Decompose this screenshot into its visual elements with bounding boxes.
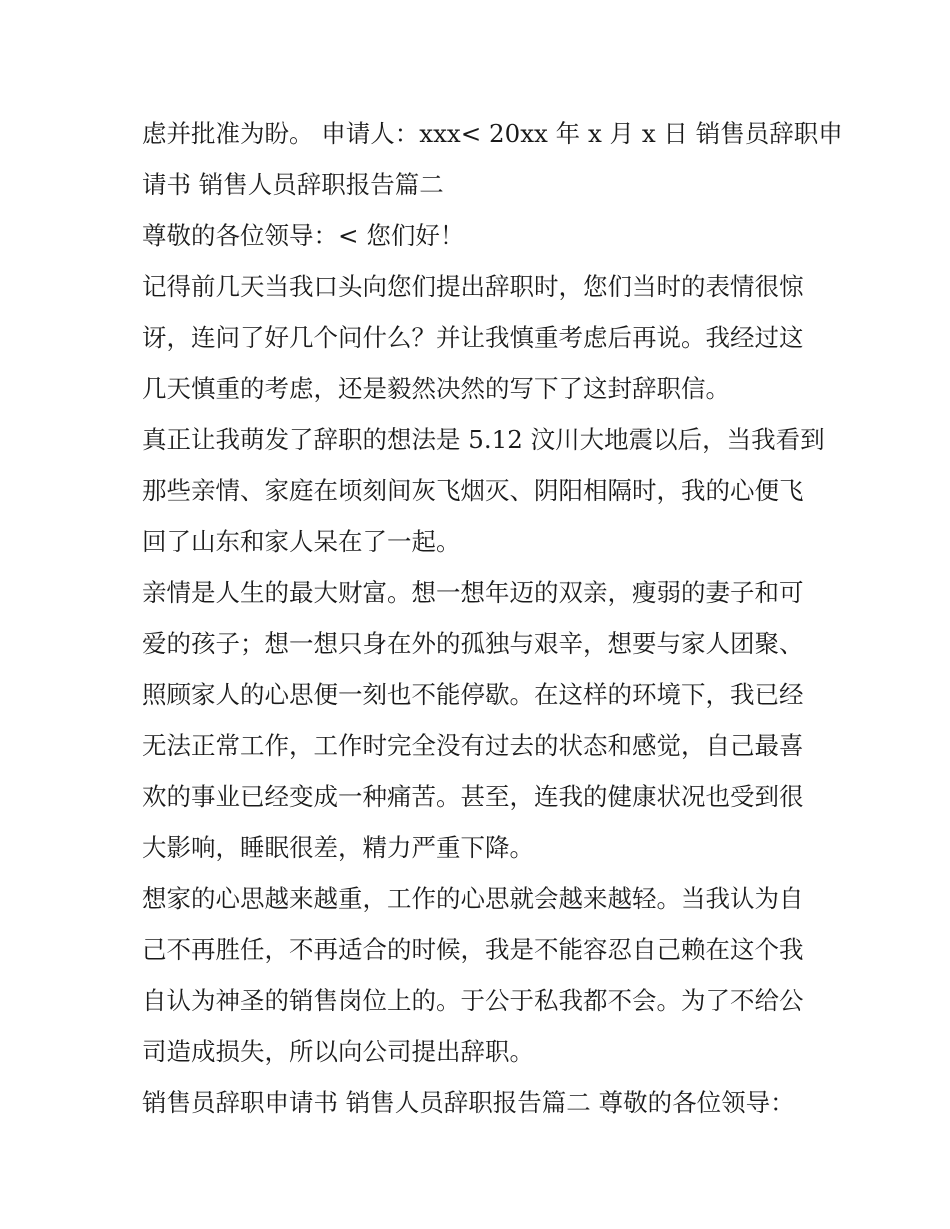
text-line: 那些亲情、家庭在顷刻间灰飞烟灭、阴阳相隔时，我的心便飞 [142,476,804,505]
text-line: 己不再胜任，不再适合的时候，我是不能容忍自己赖在这个我 [142,935,804,964]
text-line: 想家的心思越来越重，工作的心思就会越来越轻。当我认为自 [142,884,804,913]
paragraph-decision [142,873,822,1077]
text-line: 讶，连问了好几个问什么？并让我慎重考虑后再说。我经过这 [142,323,804,352]
text-line: 回了山东和家人呆在了一起。 [142,527,461,556]
text-line: 几天慎重的考虑，还是毅然决然的写下了这封辞职信。 [142,374,730,403]
paragraph-next-heading [142,1077,822,1128]
text-line: 司造成损失，所以向公司提出辞职。 [142,1037,534,1066]
text-line: 真正让我萌发了辞职的想法是 5.12 汶川大地震以后，当我看到 [142,425,825,454]
text-line: 大影响，睡眠很差，精力严重下降。 [142,833,534,862]
text-line: 亲情是人生的最大财富。想一想年迈的双亲，瘦弱的妻子和可 [142,578,804,607]
paragraph-closing-and-title [142,108,843,210]
paragraph-intro [142,261,822,414]
paragraph-salutation [142,210,822,261]
text-line: 请书 销售人员辞职报告篇二 [142,170,444,199]
text-line: 尊敬的各位领导：< 您们好！ [142,221,465,250]
paragraph-family [142,567,822,873]
document-body [142,108,843,1128]
text-line: 自认为神圣的销售岗位上的。于公于私我都不会。为了不给公 [142,986,804,1015]
text-line: 无法正常工作，工作时完全没有过去的状态和感觉，自己最喜 [142,731,804,760]
paragraph-earthquake [142,414,825,567]
text-line: 虑并批准为盼。 申请人：xxx< 20xx 年 x 月 x 日 销售员辞职申 [142,119,843,148]
text-line: 爱的孩子；想一想只身在外的孤独与艰辛，想要与家人团聚、 [142,629,804,658]
text-line: 销售员辞职申请书 销售人员辞职报告篇二 尊敬的各位领导： [142,1088,795,1117]
text-line: 照顾家人的心思便一刻也不能停歇。在这样的环境下，我已经 [142,680,804,709]
text-line: 欢的事业已经变成一种痛苦。甚至，连我的健康状况也受到很 [142,782,804,811]
text-line: 记得前几天当我口头向您们提出辞职时，您们当时的表情很惊 [142,272,804,301]
